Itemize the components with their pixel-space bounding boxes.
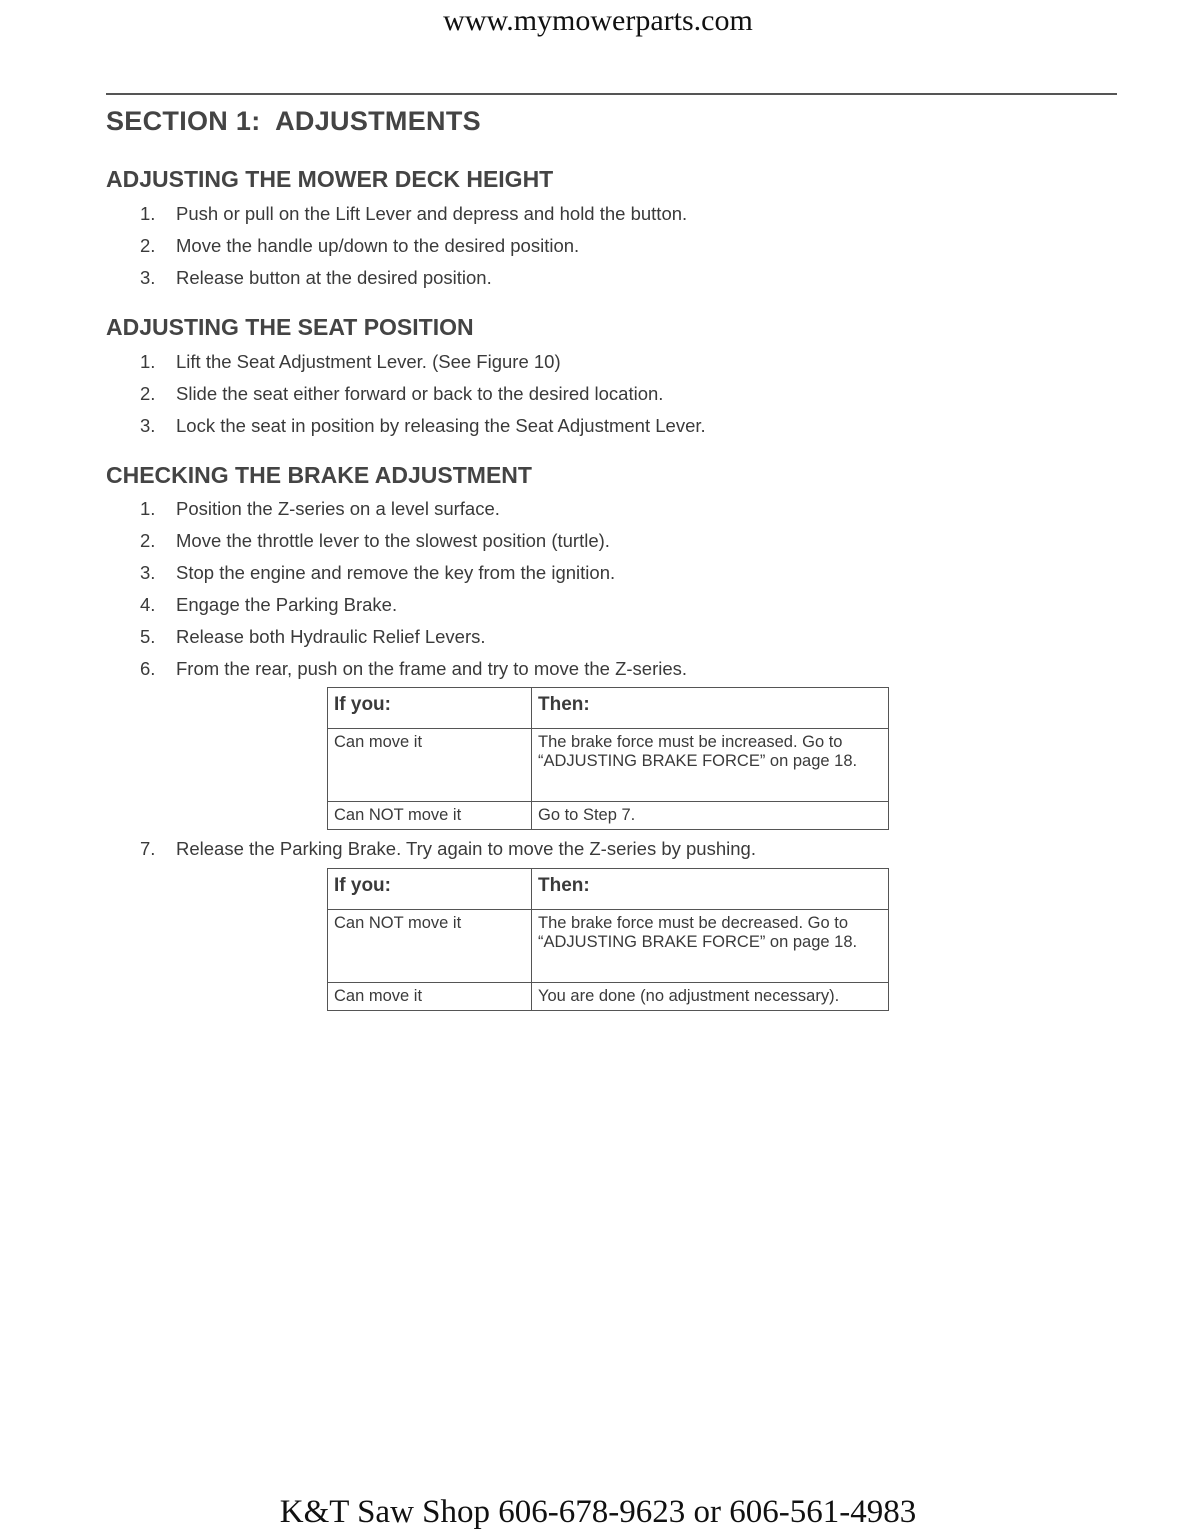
table-header-cell: Then: [532, 688, 889, 729]
seat-step: 1. Lift the Seat Adjustment Lever. (See Figure 10) [140, 351, 561, 372]
seat-step: 3. Lock the seat in position by releasing the Seat Adjustment Lever. [140, 415, 706, 436]
brake-step: 7. Release the Parking Brake. Try again to move the Z-series by pushing. [140, 838, 756, 859]
mower-deck-step: 1. Push or pull on the Lift Lever and depress and hold the button. [140, 203, 688, 224]
table-cell: Can NOT move it [328, 910, 532, 983]
brake-heading: CHECKING THE BRAKE ADJUSTMENT [106, 462, 532, 488]
seat-heading: ADJUSTING THE SEAT POSITION [106, 314, 474, 340]
brake-step: 6. From the rear, push on the frame and try to move the Z-series. [140, 658, 688, 679]
brake-step: 1. Position the Z-series on a level surface. [140, 498, 500, 519]
table-cell: Go to Step 7. [532, 802, 889, 830]
table-cell: The brake force must be decreased. Go to “ADJUSTING BRAKE FORCE” on page 18. [532, 910, 889, 983]
mower-deck-heading: ADJUSTING THE MOWER DECK HEIGHT [106, 166, 554, 192]
brake-step: 4. Engage the Parking Brake. [140, 594, 398, 615]
table-cell: You are done (no adjustment necessary). [532, 983, 889, 1011]
table-row [328, 729, 889, 802]
table-header-row [328, 869, 889, 910]
table-row [328, 983, 889, 1011]
table-cell: Can move it [328, 729, 532, 802]
footer-contact: K&T Saw Shop 606-678-9623 or 606-561-4983 [279, 1494, 917, 1530]
brake-step: 3. Stop the engine and remove the key from the ignition. [140, 562, 616, 583]
table-header-cell: If you: [328, 688, 532, 729]
brake-step: 5. Release both Hydraulic Relief Levers. [140, 626, 486, 647]
header-rule [106, 93, 1117, 95]
table-row [328, 910, 889, 983]
table-cell: Can NOT move it [328, 802, 532, 830]
site-url: www.mymowerparts.com [443, 4, 753, 37]
brake-step: 2. Move the throttle lever to the slowest position (turtle). [140, 530, 610, 551]
section-title: SECTION 1: ADJUSTMENTS [106, 106, 481, 136]
mower-deck-step: 2. Move the handle up/down to the desired position. [140, 235, 580, 256]
mower-deck-step: 3. Release button at the desired position. [140, 267, 492, 288]
brake-table-step-6 [327, 687, 889, 830]
table-cell: The brake force must be increased. Go to “ADJUSTING BRAKE FORCE” on page 18. [532, 729, 889, 802]
table-header-cell: Then: [532, 869, 889, 910]
table-cell: Can move it [328, 983, 532, 1011]
seat-step: 2. Slide the seat either forward or back to the desired location. [140, 383, 664, 404]
table-header-cell: If you: [328, 869, 532, 910]
brake-table-step-7 [327, 868, 889, 1011]
table-header-row [328, 688, 889, 729]
table-row [328, 802, 889, 830]
